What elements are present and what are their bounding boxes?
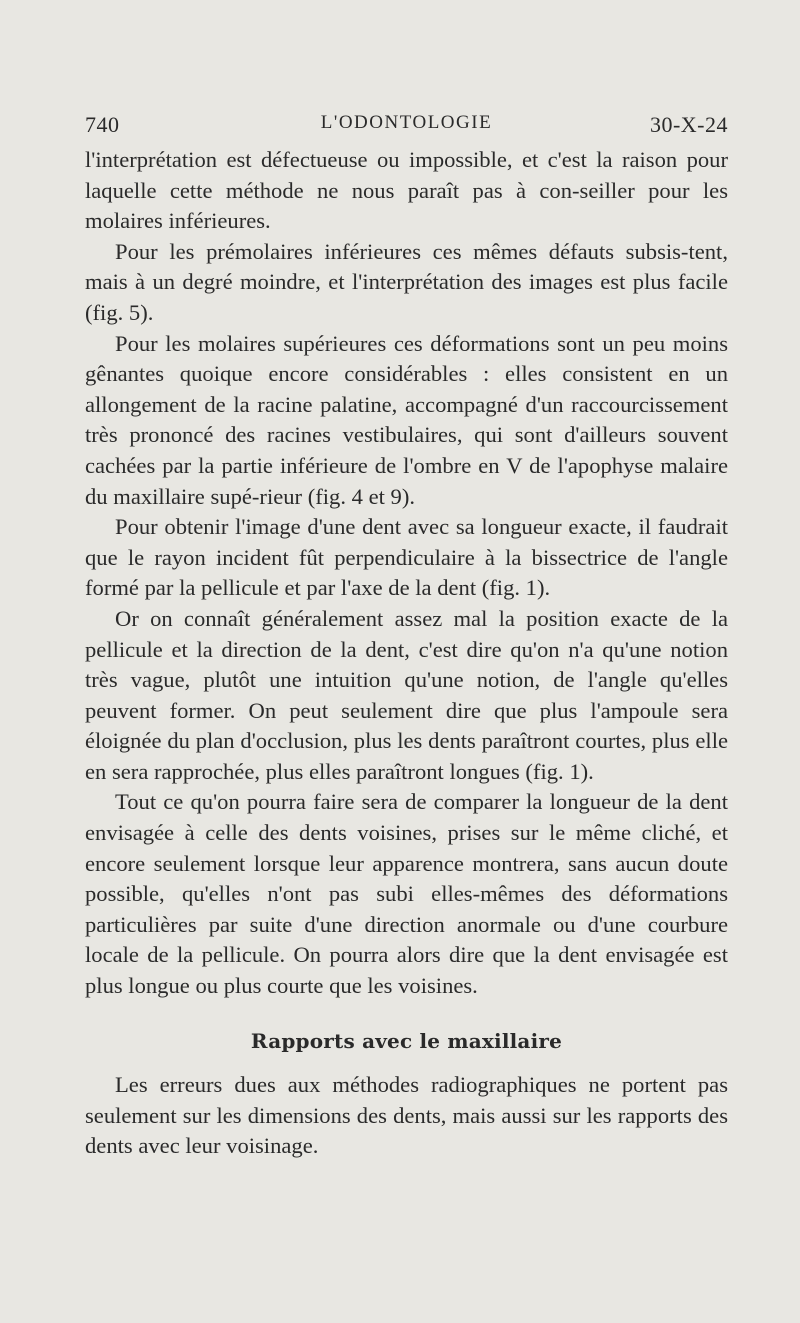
paragraph-7: Les erreurs dues aux méthodes radiographiques ne portent pas seulement sur les dimensions des dents, mais aussi sur les rapports des dents avec leur voisinage. [85,1072,728,1159]
page-number: 740 [85,112,120,137]
paragraph-5: Or on connaît généralement assez mal la position exacte de la pellicule et la direction de la dent, c'est dire qu'on n'a qu'une notion très vague, plutôt une intuition qu'une notion, de l'angle qu'elles peuvent former. On peut seulement dire que plus l'ampoule sera éloignée du plan d'occlusion, plus les dents paraîtront courtes, plus elle en sera rapprochée, plus elles paraîtront longues (fig. 1). [85,605,728,784]
paragraph-1: l'interprétation est défectueuse ou impossible, et c'est la raison pour laquelle cette méthode ne nous paraît pas à con-seiller pour les molaires inférieures. [85,147,728,234]
journal-title: L'ODONTOLOGIE [320,112,493,133]
article-body [85,145,728,1162]
paragraph-6: Tout ce qu'on pourra faire sera de comparer la longueur de la dent envisagée à celle des dents voisines, prises sur le même cliché, et encore seulement lorsque leur apparence montrera, sans aucun doute possible, qu'elles n'ont pas subi elles-mêmes des déformations particulières par suite d'une direction anormale ou d'une courbure locale de la pellicule. On pourra alors dire que la dent envisagée est plus longue ou plus courte que les voisines. [85,789,728,999]
issue-date: 30-X-24 [649,112,728,137]
paragraph-3: Pour les molaires supérieures ces déformations sont un peu moins gênantes quoique encore considérables : elles consistent en un allongement de la racine palatine, accompagné d'un raccourcissement très prononcé des racines vestibulaires, qui sont d'ailleurs souvent cachées par la partie inférieure de l'ombre en V de l'apophyse malaire du maxillaire supé-rieur (fig. 4 et 9). [85,330,728,509]
section-heading: Rapports avec le maxillaire [250,1028,563,1053]
page-header [85,112,728,142]
paragraph-4: Pour obtenir l'image d'une dent avec sa longueur exacte, il faudrait que le rayon incident fût perpendiculaire à la bissectrice de l'angle formé par la pellicule et par l'axe de la dent (fig. 1). [85,514,728,601]
paragraph-2: Pour les prémolaires inférieures ces mêmes défauts subsis-tent, mais à un degré moindre, et l'interprétation des images est plus facile (fig. 5). [85,238,728,325]
